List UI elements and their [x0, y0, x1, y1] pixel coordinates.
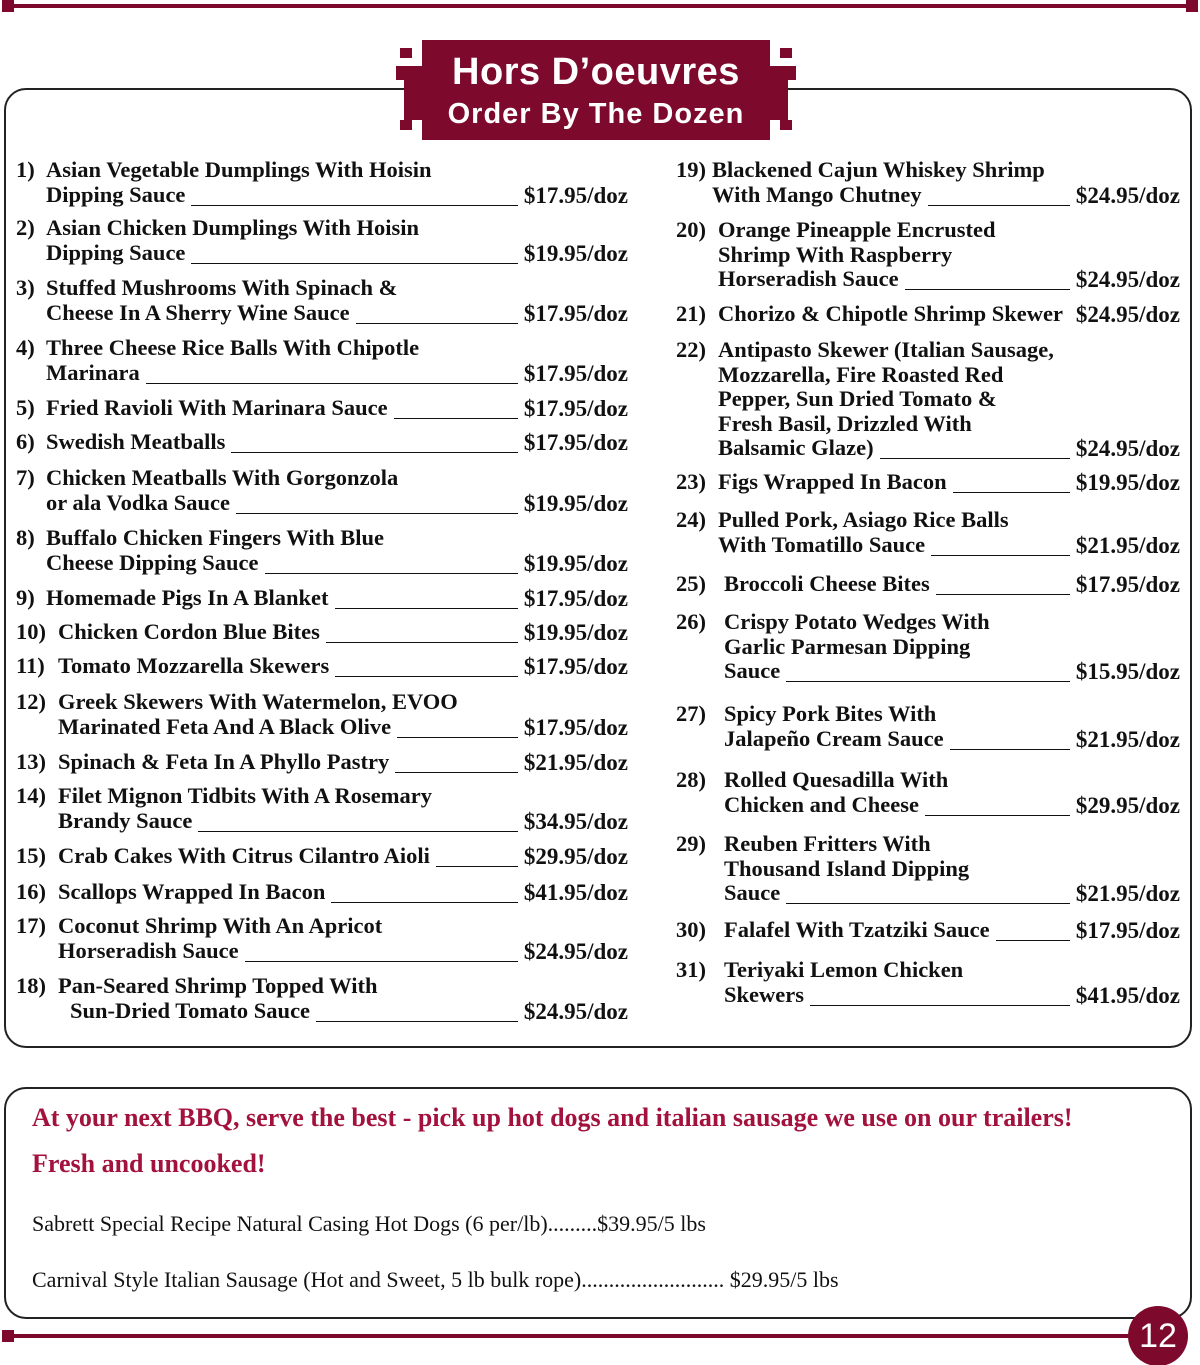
- menu-item-description: Sauce: [724, 880, 781, 905]
- menu-item: [16, 654, 628, 689]
- menu-item: [676, 832, 1180, 916]
- promo-item-hot-dogs: Sabrett Special Recipe Natural Casing Hot Dogs (6 per/lb).........$39.95/5 lbs: [32, 1211, 706, 1236]
- menu-item-leader-line: [996, 940, 1070, 941]
- menu-item-description: Falafel With Tzatziki Sauce: [724, 917, 990, 942]
- menu-item-leader-line: [191, 263, 517, 264]
- menu-item-leader-line: [436, 866, 518, 867]
- menu-item-leader-line: [231, 452, 517, 453]
- menu-item-number: 21): [676, 301, 706, 326]
- menu-item-leader-line: [880, 458, 1070, 459]
- menu-item-description: Dipping Sauce: [46, 239, 186, 265]
- menu-item-number: 4): [16, 335, 35, 360]
- menu-item: [16, 620, 628, 655]
- menu-item: [16, 586, 628, 621]
- menu-item-price: $17.95/doz: [1075, 572, 1180, 597]
- menu-item-leader-line: [786, 681, 1070, 682]
- promo-heading: At your next BBQ, serve the best - pick up hot dogs and italian sausage we use on our trailers!: [32, 1103, 1073, 1132]
- menu-item-description: Pulled Pork, Asiago Rice Balls: [718, 507, 1009, 532]
- menu-item: [676, 338, 1180, 471]
- menu-item-number: 12): [16, 689, 46, 714]
- menu-item-leader-line: [397, 737, 518, 738]
- menu-item-description: Figs Wrapped In Bacon: [718, 469, 947, 494]
- menu-item: [16, 844, 628, 879]
- menu-item-number: 9): [16, 585, 35, 610]
- menu-item-leader-line: [953, 492, 1070, 493]
- menu-item-price: $17.95/doz: [523, 714, 628, 740]
- menu-item-price: $19.95/doz: [523, 620, 628, 645]
- menu-item-description: Dipping Sauce: [46, 181, 186, 207]
- menu-item-description: Skewers: [724, 981, 804, 1007]
- menu-item: [676, 302, 1180, 337]
- menu-item: [676, 702, 1180, 761]
- menu-item-leader-line: [198, 831, 517, 832]
- menu-item-price: $19.95/doz: [523, 550, 628, 576]
- menu-item-price: $41.95/doz: [1075, 982, 1180, 1008]
- menu-item-description: Shrimp With Raspberry: [718, 241, 953, 267]
- menu-item-price: $24.95/doz: [523, 938, 628, 964]
- menu-item-leader-line: [395, 772, 518, 773]
- menu-item: [16, 466, 628, 525]
- menu-item-price: $34.95/doz: [523, 808, 628, 834]
- menu-item: [676, 158, 1180, 217]
- menu-item-description: Chorizo & Chipotle Shrimp Skewer: [718, 301, 1063, 326]
- menu-item-description: Balsamic Glaze): [718, 435, 874, 460]
- menu-item-description: Pepper, Sun Dried Tomato &: [718, 386, 997, 411]
- menu-item-price: $17.95/doz: [523, 360, 628, 386]
- banner-notch: [396, 66, 422, 80]
- menu-item-price: $19.95/doz: [523, 240, 628, 266]
- menu-item-number: 2): [16, 215, 35, 240]
- menu-item: [676, 470, 1180, 505]
- menu-item-price: $21.95/doz: [1075, 726, 1180, 752]
- menu-item: [676, 958, 1180, 1017]
- menu-item-description: Tomato Mozzarella Skewers: [58, 653, 330, 678]
- menu-item-description: Mozzarella, Fire Roasted Red: [718, 361, 1004, 387]
- menu-item-description: Sun-Dried Tomato Sauce: [70, 997, 311, 1023]
- menu-item-leader-line: [331, 902, 517, 903]
- menu-item-price: $17.95/doz: [523, 300, 628, 326]
- menu-item-description: Cheese In A Sherry Wine Sauce: [46, 299, 350, 325]
- menu-item-price: $24.95/doz: [1075, 436, 1180, 461]
- menu-item-leader-line: [245, 961, 518, 962]
- menu-item-description: Scallops Wrapped In Bacon: [58, 879, 326, 904]
- menu-item-description: Jalapeño Cream Sauce: [724, 725, 944, 751]
- menu-item-leader-line: [316, 1021, 518, 1022]
- top-rule-right-dot: [1186, 0, 1198, 12]
- menu-item-price: $17.95/doz: [523, 430, 628, 455]
- menu-item-description: Cheese Dipping Sauce: [46, 549, 259, 575]
- menu-item: [16, 158, 628, 217]
- menu-item-description: Coconut Shrimp With An Apricot: [58, 913, 383, 938]
- menu-item: [16, 526, 628, 585]
- menu-item-description: Spinach & Feta In A Phyllo Pastry: [58, 749, 390, 774]
- menu-item-price: $41.95/doz: [523, 880, 628, 905]
- menu-item-price: $17.95/doz: [523, 182, 628, 208]
- menu-item-description: Asian Vegetable Dumplings With Hoisin: [46, 157, 432, 182]
- menu-item-number: 17): [16, 913, 46, 938]
- menu-item-description: Filet Mignon Tidbits With A Rosemary: [58, 783, 433, 808]
- menu-item: [16, 750, 628, 785]
- menu-item-price: $24.95/doz: [1075, 302, 1180, 327]
- menu-item-description: Chicken Meatballs With Gorgonzola: [46, 465, 399, 490]
- menu-item-number: 7): [16, 465, 35, 490]
- menu-item-description: Broccoli Cheese Bites: [724, 571, 930, 596]
- promo-subheading: Fresh and uncooked!: [32, 1149, 266, 1178]
- menu-item-leader-line: [786, 903, 1070, 904]
- menu-item-description: Stuffed Mushrooms With Spinach &: [46, 275, 398, 300]
- menu-item-number: 8): [16, 525, 35, 550]
- menu-item-number: 5): [16, 395, 35, 420]
- menu-item-number: 31): [676, 957, 706, 982]
- menu-item-price: $19.95/doz: [1075, 470, 1180, 495]
- menu-item-leader-line: [356, 323, 518, 324]
- promo-box: [4, 1087, 1192, 1319]
- menu-item-leader-line: [925, 815, 1070, 816]
- menu-item-description: Greek Skewers With Watermelon, EVOO: [58, 689, 458, 714]
- menu-item-price: $24.95/doz: [1075, 182, 1180, 208]
- menu-item-price: $17.95/doz: [523, 586, 628, 611]
- top-rule-left-dot: [2, 0, 14, 12]
- menu-item: [16, 336, 628, 395]
- menu-item-leader-line: [905, 289, 1070, 290]
- menu-item-number: 24): [676, 507, 706, 532]
- menu-item-price: $21.95/doz: [523, 750, 628, 775]
- menu-item: [676, 508, 1180, 567]
- menu-item: [676, 610, 1180, 694]
- menu-item-leader-line: [265, 573, 518, 574]
- menu-item: [676, 768, 1180, 827]
- banner-notch: [770, 80, 788, 120]
- menu-item-description: Teriyaki Lemon Chicken: [724, 957, 964, 982]
- menu-item-description: Marinara: [46, 359, 140, 385]
- menu-item-number: 6): [16, 429, 35, 454]
- menu-item: [16, 914, 628, 973]
- menu-item: [676, 218, 1180, 302]
- menu-item-description: Horseradish Sauce: [718, 266, 899, 291]
- menu-item-description: Horseradish Sauce: [58, 937, 239, 963]
- section-banner: [422, 40, 770, 140]
- menu-item: [16, 690, 628, 749]
- bottom-rule-left-dot: [2, 1330, 14, 1342]
- banner-notch: [780, 48, 792, 58]
- menu-item-leader-line: [928, 205, 1070, 206]
- menu-item-description: Swedish Meatballs: [46, 429, 226, 454]
- bottom-rule: [8, 1334, 1130, 1338]
- menu-item-number: 13): [16, 749, 46, 774]
- menu-item-number: 27): [676, 701, 706, 726]
- menu-item-description: Crispy Potato Wedges With: [724, 609, 990, 634]
- menu-item-leader-line: [236, 513, 518, 514]
- menu-item-description: Pan-Seared Shrimp Topped With: [58, 973, 378, 998]
- menu-item: [16, 216, 628, 275]
- menu-item-description: Garlic Parmesan Dipping: [724, 633, 971, 659]
- menu-item-number: 1): [16, 157, 35, 182]
- menu-item-description: Spicy Pork Bites With: [724, 701, 937, 726]
- top-rule: [8, 4, 1192, 8]
- menu-item-description: or ala Vodka Sauce: [46, 489, 231, 515]
- menu-item-leader-line: [326, 642, 518, 643]
- section-subtitle: Order By The Dozen: [447, 98, 745, 130]
- menu-item-leader-line: [936, 594, 1070, 595]
- menu-item-number: 11): [16, 653, 45, 678]
- menu-item-number: 20): [676, 217, 706, 242]
- menu-item-description: Homemade Pigs In A Blanket: [46, 585, 329, 610]
- menu-item-number: 29): [676, 831, 706, 856]
- menu-item: [16, 784, 628, 843]
- menu-item-number: 25): [676, 571, 706, 596]
- banner-notch: [400, 48, 412, 58]
- menu-item-price: $15.95/doz: [1075, 659, 1180, 684]
- menu-item-number: 3): [16, 275, 35, 300]
- menu-item-description: With Tomatillo Sauce: [718, 531, 926, 557]
- banner-notch: [400, 120, 412, 130]
- menu-item-description: Crab Cakes With Citrus Cilantro Aioli: [58, 843, 430, 868]
- menu-item-leader-line: [191, 205, 517, 206]
- menu-item-number: 26): [676, 609, 706, 634]
- menu-item: [16, 880, 628, 915]
- menu-item-price: $17.95/doz: [523, 396, 628, 421]
- banner-notch: [770, 66, 796, 80]
- menu-item-number: 10): [16, 619, 46, 644]
- menu-item-price: $21.95/doz: [1075, 881, 1180, 906]
- menu-item-description: Orange Pineapple Encrusted: [718, 217, 996, 242]
- menu-item-price: $24.95/doz: [1075, 267, 1180, 292]
- banner-notch: [404, 80, 422, 120]
- menu-item-price: $29.95/doz: [523, 844, 628, 869]
- menu-item: [676, 918, 1180, 953]
- menu-item-leader-line: [931, 555, 1070, 556]
- menu-item-leader-line: [335, 608, 518, 609]
- menu-item-description: Reuben Fritters With: [724, 831, 931, 856]
- section-title: Hors D’oeuvres: [452, 51, 740, 93]
- menu-item: [16, 276, 628, 335]
- menu-item-number: 19): [676, 157, 706, 182]
- menu-item: [16, 430, 628, 465]
- page-number-badge: 12: [1128, 1306, 1188, 1365]
- menu-item-description: Rolled Quesadilla With: [724, 767, 949, 792]
- menu-item-description: Asian Chicken Dumplings With Hoisin: [46, 215, 420, 240]
- banner-notch: [780, 120, 792, 130]
- menu-item-description: Three Cheese Rice Balls With Chipotle: [46, 335, 420, 360]
- menu-item-number: 22): [676, 337, 706, 362]
- menu-item-description: Marinated Feta And A Black Olive: [58, 713, 392, 739]
- menu-item-number: 18): [16, 973, 46, 998]
- menu-item-description: Blackened Cajun Whiskey Shrimp: [712, 157, 1045, 182]
- promo-item-italian-sausage: Carnival Style Italian Sausage (Hot and Sweet, 5 lb bulk rope).......................... $29.95/5 lbs: [32, 1267, 839, 1292]
- menu-item-price: $29.95/doz: [1075, 792, 1180, 818]
- menu-item-number: 16): [16, 879, 46, 904]
- menu-item-leader-line: [146, 383, 518, 384]
- menu-item: [676, 572, 1180, 607]
- menu-item-description: Brandy Sauce: [58, 807, 193, 833]
- menu-item-number: 28): [676, 767, 706, 792]
- menu-item-description: Thousand Island Dipping: [724, 855, 970, 881]
- menu-item-price: $17.95/doz: [1075, 918, 1180, 943]
- menu-item-description: Buffalo Chicken Fingers With Blue: [46, 525, 384, 550]
- menu-item: [16, 396, 628, 431]
- menu-item-price: $17.95/doz: [523, 654, 628, 679]
- menu-item-description: Chicken Cordon Blue Bites: [58, 619, 320, 644]
- menu-item-description: Sauce: [724, 658, 781, 683]
- menu-item-number: 15): [16, 843, 46, 868]
- menu-item-description: Fresh Basil, Drizzled With: [718, 410, 972, 436]
- menu-item-price: $24.95/doz: [523, 998, 628, 1024]
- menu-item: [16, 974, 628, 1033]
- menu-item-leader-line: [335, 676, 518, 677]
- menu-item-leader-line: [950, 749, 1070, 750]
- menu-item-leader-line: [394, 418, 518, 419]
- menu-item-number: 30): [676, 917, 706, 942]
- menu-item-description: Fried Ravioli With Marinara Sauce: [46, 395, 388, 420]
- menu-item-number: 14): [16, 783, 46, 808]
- menu-item-leader-line: [810, 1005, 1070, 1006]
- menu-item-number: 23): [676, 469, 706, 494]
- menu-item-price: $19.95/doz: [523, 490, 628, 516]
- menu-item-description: Antipasto Skewer (Italian Sausage,: [718, 337, 1054, 362]
- menu-item-description: With Mango Chutney: [712, 181, 922, 207]
- menu-item-description: Chicken and Cheese: [724, 791, 920, 817]
- menu-item-price: $21.95/doz: [1075, 532, 1180, 558]
